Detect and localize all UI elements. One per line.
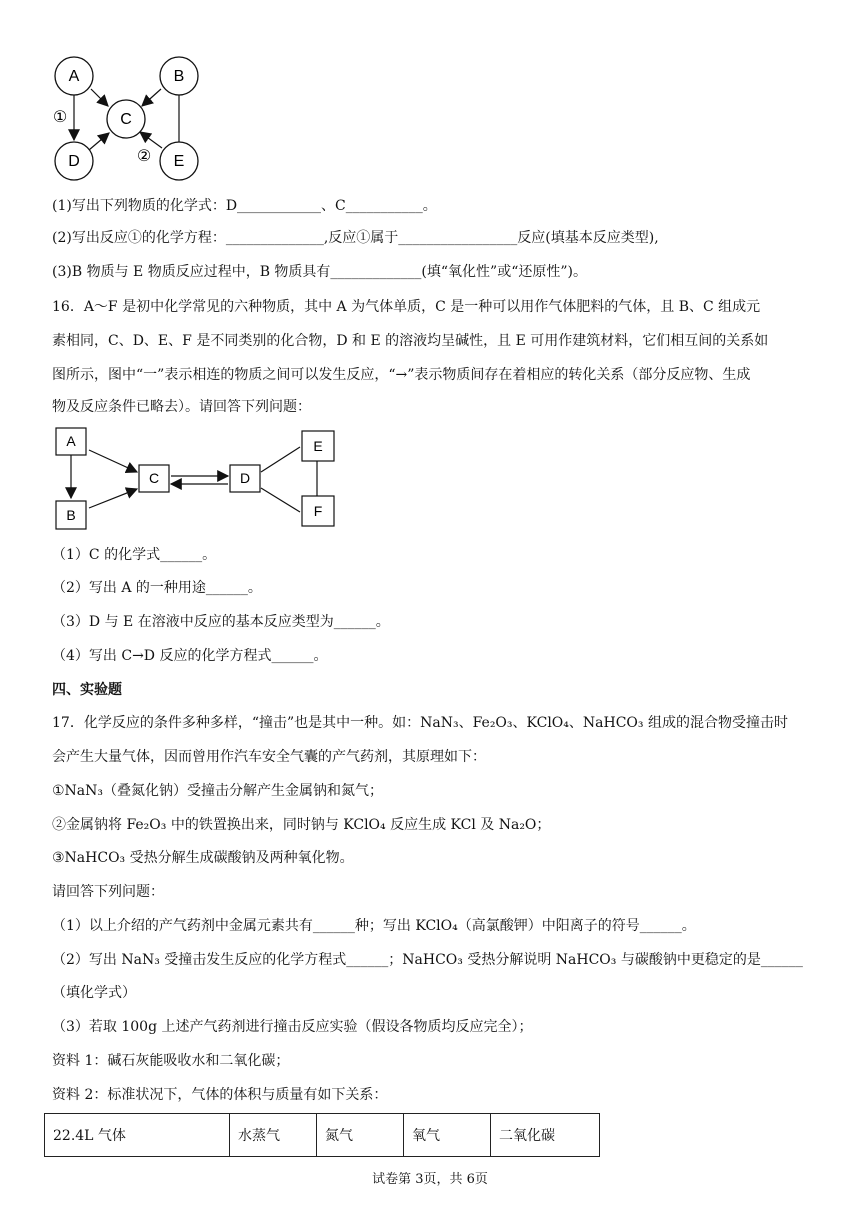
- reaction-diagram-circles: [40, 55, 300, 185]
- q17-reference-1: 资料 1：碱石灰能吸收水和二氧化碳；: [52, 1053, 290, 1069]
- box-d-label: D: [239, 470, 251, 486]
- node-c-label: C: [120, 111, 132, 128]
- edge-b-c: [142, 89, 161, 106]
- reaction-2-label: ②: [136, 148, 152, 165]
- node-d-label: D: [68, 153, 80, 170]
- q16-intro-line-2: 素相同，C、D、E、F 是不同类别的化合物，D 和 E 的溶液均呈碱性，且 E 可用作建筑材料，它们相互间的关系如: [52, 333, 769, 349]
- box-f-label: F: [313, 503, 323, 519]
- section-title: 四、实验题: [52, 682, 122, 698]
- table-cell: 氮气: [317, 1114, 404, 1157]
- edge-b-c: [89, 489, 137, 508]
- q17-part3: （3）若取 100g 上述产气药剂进行撞击反应实验（假设各物质均反应完全）；: [52, 1019, 533, 1035]
- page-footer: 试卷第 3页，共 6页: [372, 1172, 488, 1187]
- q16-intro-line-1: 16．A～F 是初中化学常见的六种物质，其中 A 为气体单质，C 是一种可以用作气体肥料的气体，且 B、C 组成元: [52, 299, 761, 315]
- table-row: [45, 1114, 600, 1157]
- q17-part1: （1）以上介绍的产气药剂中金属元素共有______种；写出 KClO₄（高氯酸钾）中阳离子的符号______。: [52, 918, 696, 934]
- q17-part2-note: （填化学式）: [52, 985, 136, 1001]
- table-cell: 氧气: [404, 1114, 491, 1157]
- node-a-label: A: [68, 68, 80, 85]
- edge-a-c: [89, 450, 137, 472]
- q15-part1: (1)写出下列物质的化学式：D____________、C___________。: [52, 198, 437, 214]
- box-c-label: C: [148, 470, 160, 486]
- table-cell: 22.4L 气体: [45, 1114, 230, 1157]
- edge-d-f: [261, 488, 300, 512]
- q15-part2: (2)写出反应①的化学方程：______________,反应①属于_________________反应(填基本反应类型),: [52, 230, 659, 246]
- q17-part2: （2）写出 NaN₃ 受撞击发生反应的化学方程式______；NaHCO₃ 受热分解说明 NaHCO₃ 与碳酸钠中更稳定的是______: [52, 952, 803, 968]
- q16-part1: （1）C 的化学式______。: [52, 547, 217, 563]
- node-b-label: B: [173, 68, 185, 85]
- gas-volume-table: [44, 1113, 600, 1157]
- q15-part3: (3)B 物质与 E 物质反应过程中，B 物质具有_____________(填“氧化性”或“还原性”)。: [52, 264, 587, 280]
- q17-step-2: ②金属钠将 Fe₂O₃ 中的铁置换出来，同时钠与 KClO₄ 反应生成 KCl 及 Na₂O；: [52, 817, 551, 833]
- q16-part2: （2）写出 A 的一种用途______。: [52, 580, 262, 596]
- box-b-label: B: [66, 507, 76, 523]
- q17-intro-line-1: 17．化学反应的条件多种多样，“撞击”也是其中一种。如：NaN₃、Fe₂O₃、KClO₄、NaHCO₃ 组成的混合物受撞击时: [52, 715, 788, 731]
- q16-intro-line-4: 物及反应条件已略去）。请回答下列问题：: [52, 399, 311, 415]
- box-e-label: E: [313, 438, 323, 454]
- table-cell: 二氧化碳: [491, 1114, 600, 1157]
- q16-part3: （3）D 与 E 在溶液中反应的基本反应类型为______。: [52, 614, 390, 630]
- q17-intro-line-2: 会产生大量气体，因而曾用作汽车安全气囊的产气药剂，其原理如下：: [52, 749, 486, 765]
- reaction-1-label: ①: [52, 109, 68, 126]
- q17-step-1: ①NaN₃（叠氮化钠）受撞击分解产生金属钠和氮气；: [52, 783, 384, 799]
- q17-step-3: ③NaHCO₃ 受热分解生成碳酸钠及两种氧化物。: [52, 850, 354, 866]
- q17-ask: 请回答下列问题：: [52, 884, 164, 900]
- q16-part4: （4）写出 C→D 反应的化学方程式______。: [52, 648, 328, 664]
- reaction-diagram-boxes: [50, 425, 350, 535]
- box-a-label: A: [66, 433, 76, 449]
- edge-e-c: [140, 132, 162, 148]
- table-cell: 水蒸气: [230, 1114, 317, 1157]
- q16-intro-line-3: 图所示，图中“一”表示相连的物质之间可以发生反应，“→”表示物质间存在着相应的转化关系（部分反应物、生成: [52, 367, 751, 383]
- node-e-label: E: [173, 153, 185, 170]
- q17-reference-2: 资料 2：标准状况下，气体的体积与质量有如下关系：: [52, 1087, 388, 1103]
- edge-a-c: [91, 89, 108, 106]
- edge-d-c: [89, 133, 109, 150]
- edge-d-e: [261, 447, 300, 472]
